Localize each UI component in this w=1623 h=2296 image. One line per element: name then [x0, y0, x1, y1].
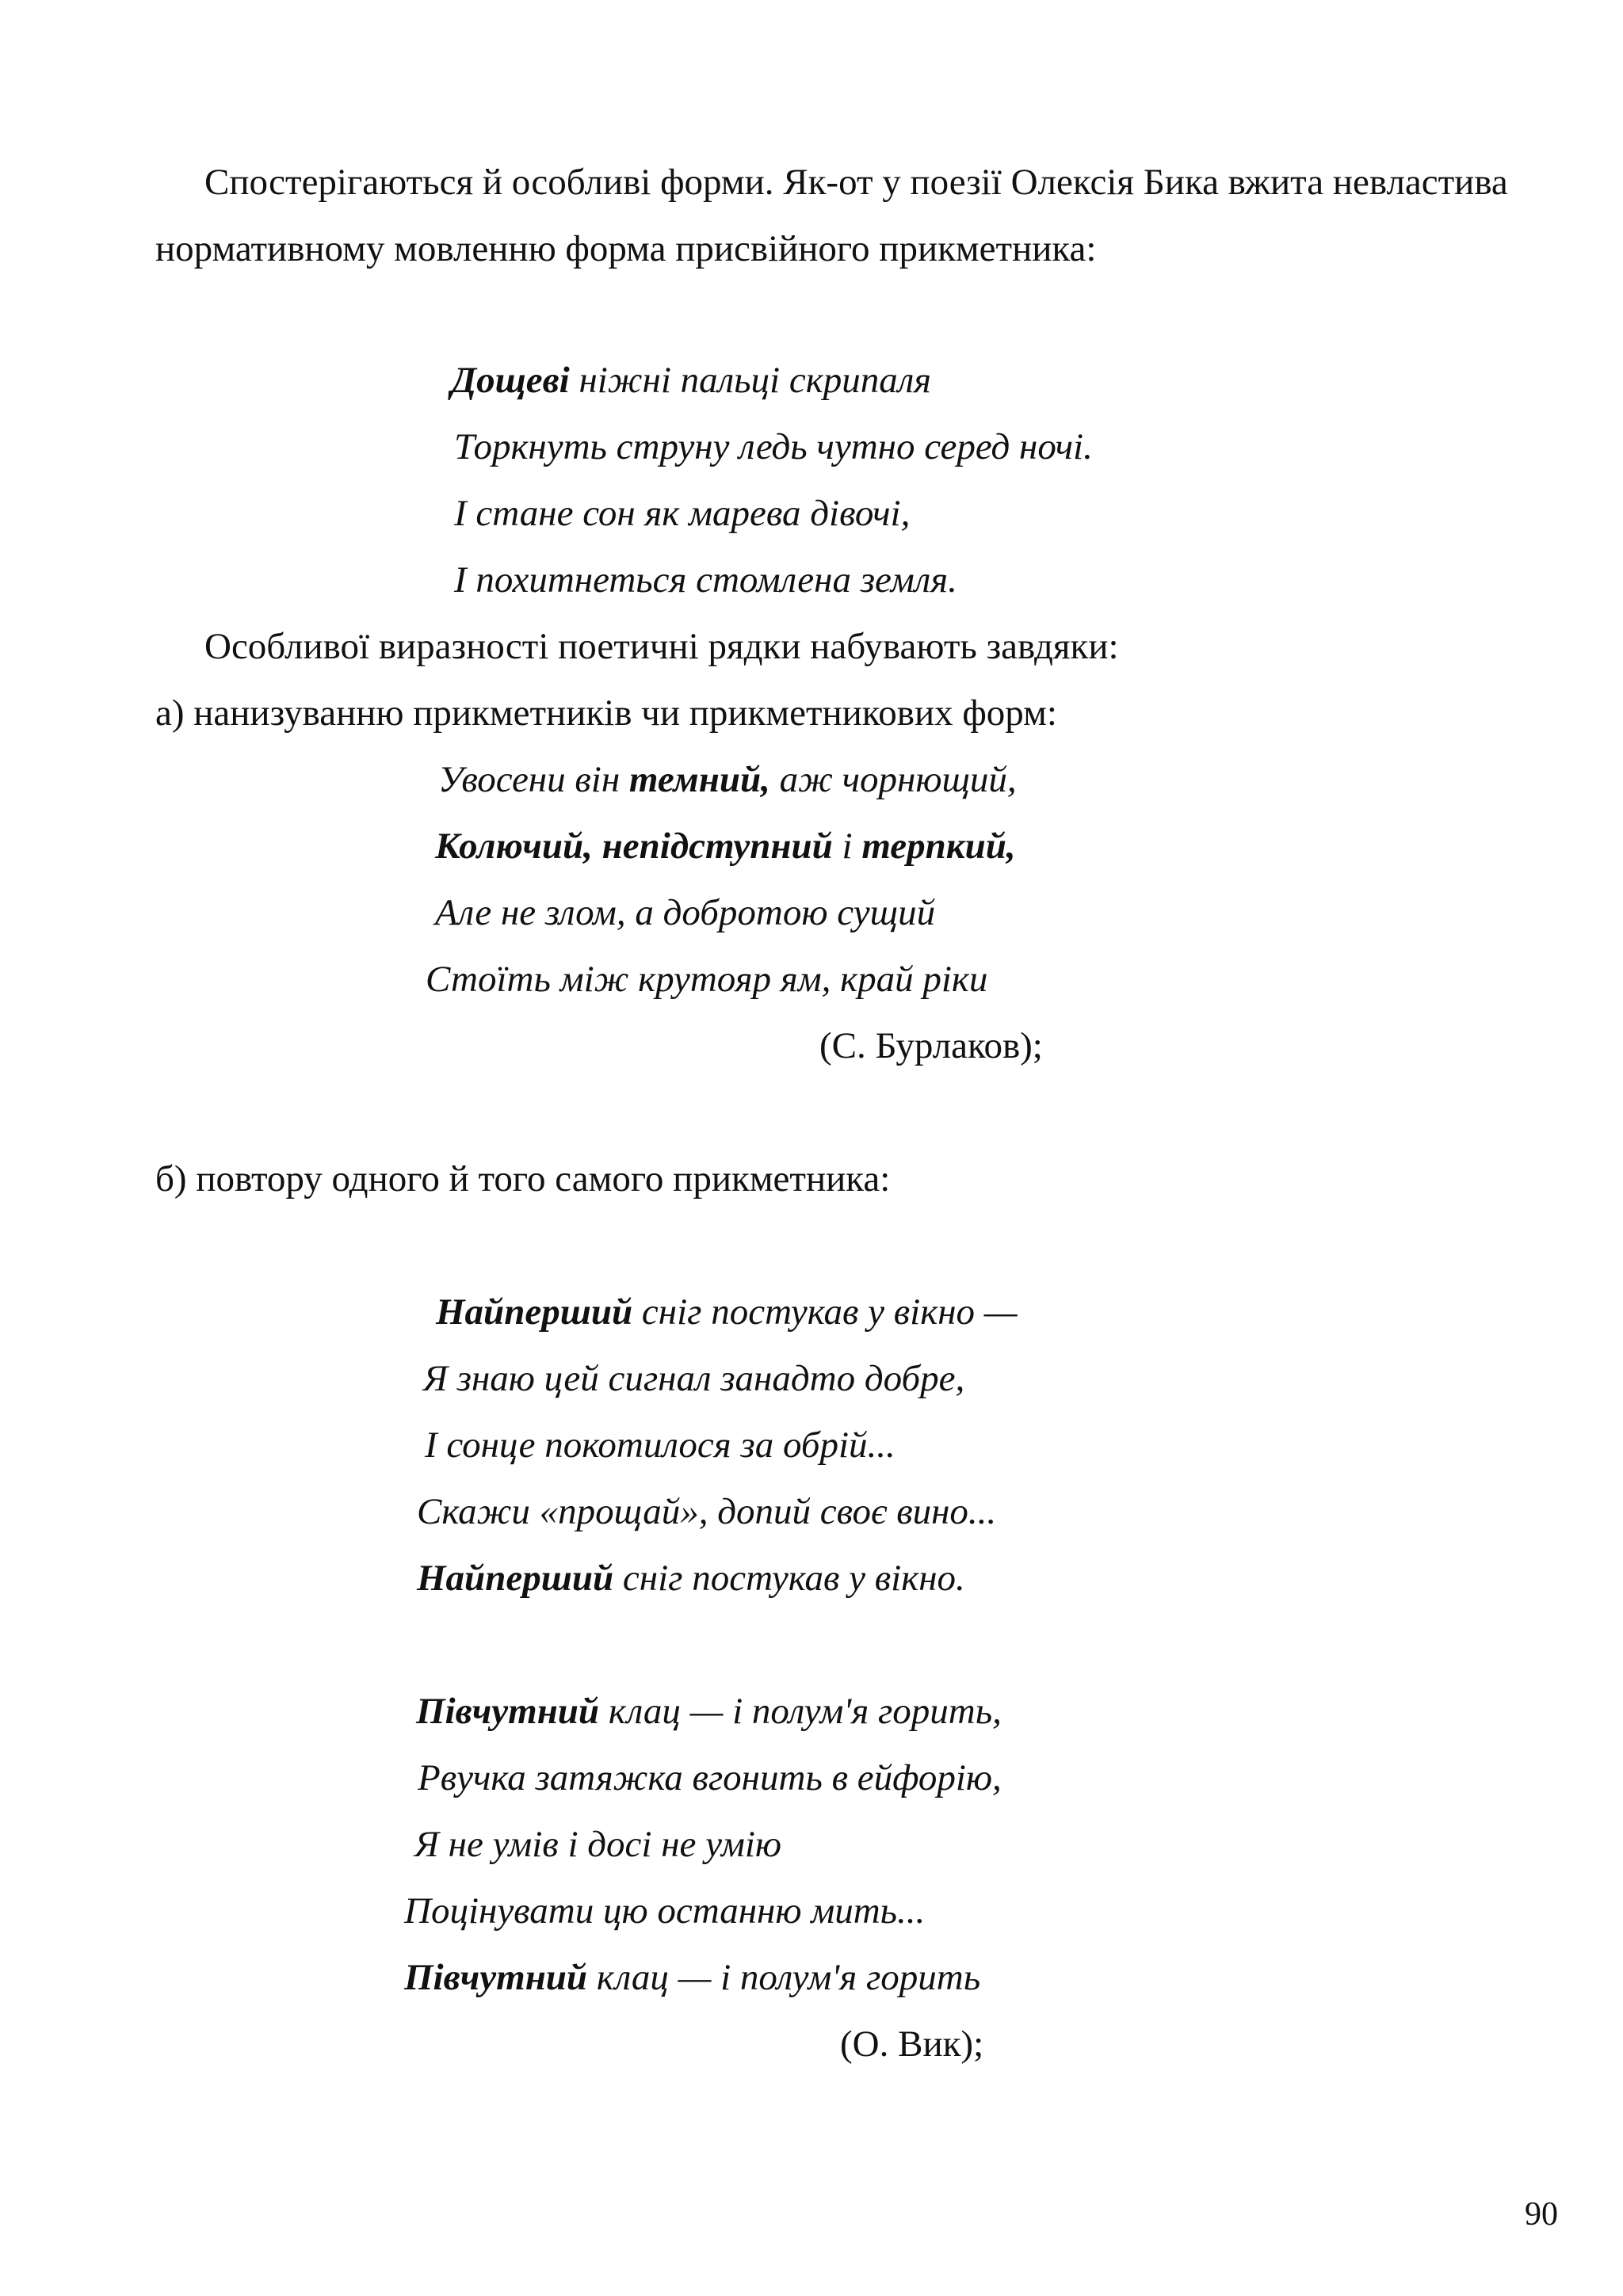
poem2-line-1: [438, 757, 1017, 802]
poem2-line-4: Стоїть між крутояр ям, край ріки: [426, 959, 988, 1000]
poem2-line-1-post: аж чорнющий,: [769, 759, 1017, 800]
poem4-line-1: [416, 1689, 1002, 1733]
intro-line-1: Спостерігаються й особливі форми. Як-от у поезії Олексія Бика вжита невластива: [204, 162, 1508, 203]
poem2-line-2-mid: і: [832, 826, 862, 867]
poem3-bold-word-2: Найперший: [417, 1558, 614, 1599]
poem1-bold-word: Дощеві: [451, 360, 570, 401]
poem1-line-1: [451, 358, 931, 402]
poem2-attribution: (С. Бурлаков);: [819, 1025, 1043, 1066]
poem4-line-4: Поцінувати цю останню мить...: [404, 1890, 926, 1932]
poem2-bold-word: темний,: [628, 759, 770, 800]
poem2-bold-words-2: терпкий,: [861, 826, 1016, 867]
poem3-line-1-rest: сніг постукав у вікно —: [632, 1291, 1018, 1333]
poem2-line-2: [435, 824, 1016, 868]
poem3-line-5: [417, 1556, 965, 1600]
item-b: б) повтору одного й того самого прикметника:: [155, 1158, 891, 1199]
poem1-line-4: І похитнеться стомлена земля.: [454, 559, 957, 601]
poem3-line-3: І сонце покотилося за обрій...: [425, 1425, 896, 1466]
poem3-bold-word-1: Найперший: [436, 1291, 633, 1333]
poem3-line-1: [436, 1290, 1018, 1334]
poem3-line-5-rest: сніг постукав у вікно.: [613, 1558, 965, 1599]
para2-line-1: Особливої виразності поетичні рядки набувають завдяки:: [204, 626, 1119, 667]
intro-line-2: нормативному мовленню форма присвійного прикметника:: [155, 228, 1097, 269]
poem3-line-4: Скажи «прощай», допий своє вино...: [417, 1491, 997, 1532]
poem2-bold-words-1: Колючий, непідступний: [435, 826, 833, 867]
poem4-bold-word-1: Півчутний: [416, 1691, 600, 1732]
poem2-line-1-pre: Увосени він: [438, 759, 629, 800]
poem1-line-1-rest: ніжні пальці скрипаля: [569, 360, 932, 401]
poem4-line-3: Я не умів і досі не умію: [414, 1824, 782, 1865]
poem4-line-1-rest: клац — і полум'я горить,: [599, 1691, 1002, 1732]
poem4-bold-word-2: Півчутний: [404, 1957, 588, 1998]
poem4-line-5-rest: клац — і полум'я горить: [587, 1957, 981, 1998]
poem4-attribution: (О. Вик);: [840, 2023, 984, 2065]
poem1-line-3: І стане сон як марева дівочі,: [454, 493, 911, 534]
poem4-line-5: [404, 1955, 980, 2000]
page-number: 90: [1525, 2196, 1558, 2233]
poem3-line-2: Я знаю цей сигнал занадто добре,: [423, 1358, 965, 1399]
poem2-line-3: Але не злом, а добротою сущий: [435, 892, 936, 933]
poem4-line-2: Рвучка затяжка вгонить в ейфорію,: [418, 1757, 1002, 1798]
item-a: а) нанизуванню прикметників чи прикметникових форм:: [155, 692, 1057, 734]
poem1-line-2: Торкнуть струну ледь чутно серед ночі.: [454, 426, 1093, 467]
